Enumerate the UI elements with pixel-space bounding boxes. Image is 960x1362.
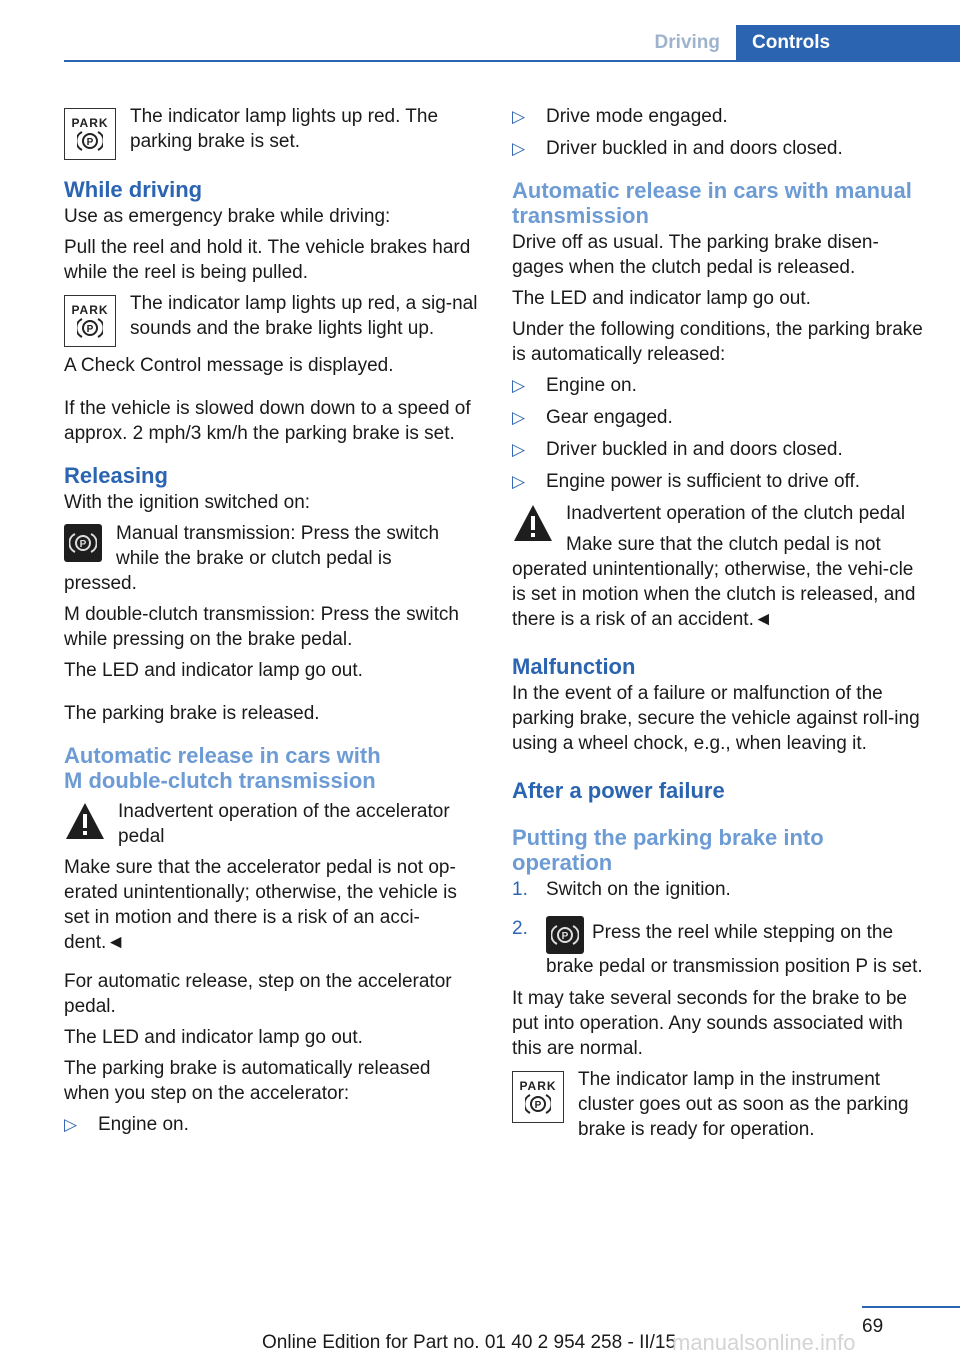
into-operation-p1: It may take several seconds for the brake to be put into operation. Any sounds associated with this are normal. [512,988,907,1059]
into-operation-icon-text: The indicator lamp in the instrument cluster goes out as soon as the parking brake is ready for operation. [578,1069,909,1140]
heading-auto-release-m-2: M double-clutch transmission [64,768,376,793]
releasing-switch-block [64,521,480,571]
warning-triangle-icon [512,503,554,543]
park-indicator-text: The indicator lamp lights up red. The parking brake is set. [130,106,439,152]
list-item: ▷ Driver buckled in and doors closed. [512,138,843,159]
edition-line: Online Edition for Part no. 01 40 2 954 258 - II/15 [262,1332,677,1353]
while-driving-p1: Use as emergency brake while driving: [64,206,391,227]
while-driving-p4: If the vehicle is slowed down down to a speed of approx. 2 mph/3 km/h the parking brake is set. [64,398,471,444]
header-section-driving: Driving [654,32,720,53]
step-item: 2. P Press the reel while stepping on the brake pedal or transmission position P is set. [512,918,923,977]
auto-release-manual-p3: Under the following conditions, the parking brake is automatically released: [512,319,923,365]
parking-brake-switch-icon [546,916,584,954]
parking-brake-switch-icon [64,524,102,562]
list-item: ▷ Engine on. [512,375,637,396]
heading-while-driving: While driving [64,177,203,202]
list-item: ▷ Gear engaged. [512,407,673,428]
heading-malfunction: Malfunction [512,654,636,679]
header-tabs [639,25,960,61]
list-item: ▷ Engine power is sufficient to drive off. [512,471,861,492]
auto-release-manual-p1: Drive off as usual. The parking brake disen‐gages when the clutch pedal is released. [512,232,879,278]
while-driving-p3: A Check Control message is displayed. [64,355,394,376]
svg-text:P: P [561,931,569,942]
releasing-p3: The LED and indicator lamp go out. [64,660,363,681]
watermark: manualsonline.info [672,1330,856,1355]
auto-release-manual-warning-body-2: operated unintentionally; otherwise, the vehi‐cle is set in motion when the clutch is released, and there is a risk of an accident.◄ [512,559,916,630]
right-top-list [512,104,930,161]
while-driving-icon-text: The indicator lamp lights up red, a sig‐nal sounds and the brake lights light up. [130,293,478,339]
heading-after-power-failure: After a power failure [512,778,725,803]
svg-text:P: P [86,323,94,335]
park-indicator-icon: PARK P [64,295,116,347]
svg-text:P: P [534,1099,542,1111]
warning-triangle-icon [64,801,106,841]
heading-into-operation: Putting the parking brake into operation [512,825,824,875]
footer-rule [862,1306,960,1308]
auto-release-manual-list [512,373,930,494]
park-indicator-icon: PARK P [64,108,116,160]
list-item: ▷ Drive mode engaged. [512,106,728,127]
releasing-switch-text-cont: pressed. [64,573,137,594]
into-operation-icon-block [512,1067,930,1142]
park-indicator-icon: PARK P [512,1071,564,1123]
left-column [64,104,480,1144]
into-operation-steps [512,877,930,979]
right-column [512,104,930,1148]
auto-release-manual-warning-body-1: Make sure that the clutch pedal is not [566,534,881,555]
releasing-p2: M double-clutch transmission: Press the switch while pressing on the brake pedal. [64,604,459,650]
while-driving-p2: Pull the reel and hold it. The vehicle brakes hard while the reel is being pulled. [64,237,471,283]
svg-text:P: P [79,539,87,550]
heading-auto-release-m-1: Automatic release in cars with [64,743,381,768]
list-item: ▷ Engine on. [64,1114,189,1135]
auto-release-m-p2: The LED and indicator lamp go out. [64,1027,363,1048]
header-chapter-controls: Controls [736,25,960,61]
auto-release-m-p3: The parking brake is automatically released when you step on the accelerator: [64,1058,431,1104]
heading-auto-release-manual: Automatic release in cars with manual transmission [512,178,912,228]
header-rule [64,60,960,62]
auto-release-manual-warning-title: Inadvertent operation of the clutch pedal [566,503,906,524]
malfunction-p1: In the event of a failure or malfunction of the parking brake, secure the vehicle against roll‐ing using a wheel chock, e.g., when leaving it. [512,683,920,754]
releasing-p1: With the ignition switched on: [64,492,311,513]
park-indicator-block [64,104,480,160]
releasing-p4: The parking brake is released. [64,703,320,724]
auto-release-m-warning-body: Make sure that the accelerator pedal is not op‐erated unintentionally; otherwise, the vehicle is set in motion and there is a risk of an acci‐dent.◄ [64,857,457,953]
auto-release-m-p1: For automatic release, step on the accelerator pedal. [64,971,452,1017]
auto-release-manual-p2: The LED and indicator lamp go out. [512,288,811,309]
auto-release-m-warning [64,799,480,849]
auto-release-m-list [64,1112,480,1137]
auto-release-manual-warning [512,501,930,632]
heading-releasing: Releasing [64,463,168,488]
list-item: ▷ Driver buckled in and doors closed. [512,439,843,460]
while-driving-icon-block [64,291,480,347]
auto-release-m-warning-title: Inadvertent operation of the accelerator pedal [118,801,450,847]
releasing-switch-text: Manual transmission: Press the switch while the brake or clutch pedal is [116,523,440,569]
step-item: 1. Switch on the ignition. [512,879,731,900]
svg-text:P: P [86,136,94,148]
page-number: 69 [862,1316,884,1337]
